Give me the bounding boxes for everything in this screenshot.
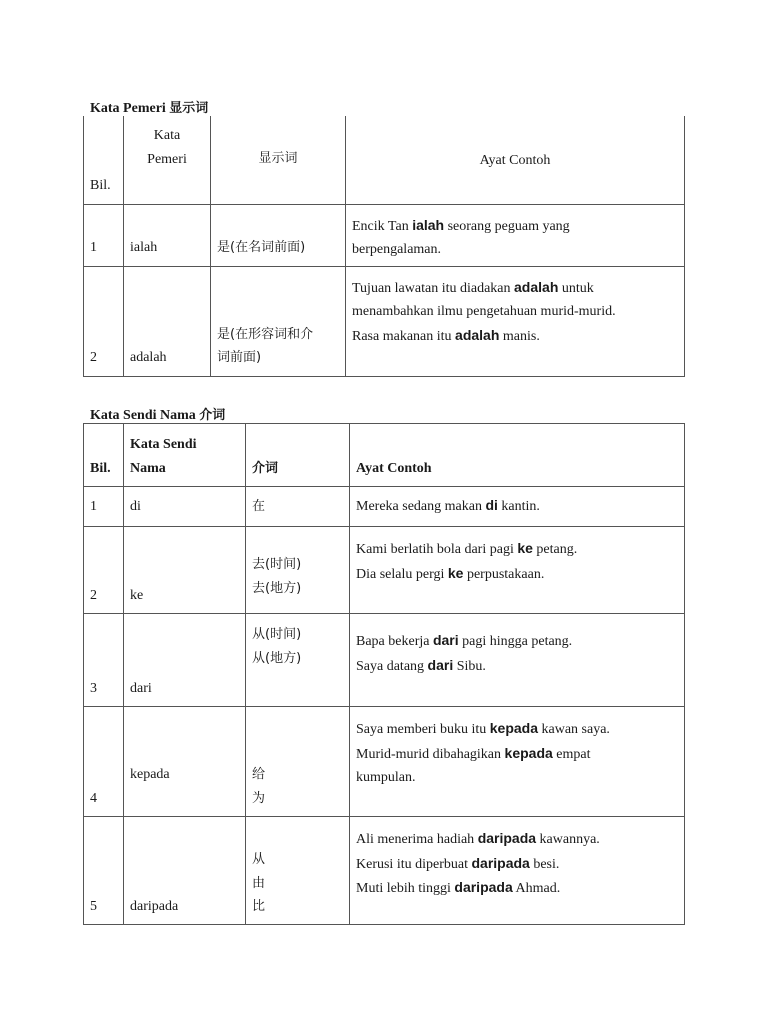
example-keyword: kepada [504,744,553,761]
chinese-meaning-line2: 由 [252,875,266,891]
cell-chinese [211,204,346,266]
row-number: 5 [90,898,97,914]
cell-bil [84,614,124,707]
chinese-meaning: 是(在名词前面) [217,240,306,255]
header-ayat-contoh [346,116,685,204]
example-line [356,537,678,562]
example-text: Encik Tan [352,218,413,234]
header-ayat-label: Ayat Contoh [479,153,551,168]
example-text: kawannya. [536,832,600,847]
cell-bil [84,266,124,376]
example-keyword: dari [432,632,459,648]
header-chinese-label: 显示词 [258,151,298,166]
row-number: 2 [90,587,97,603]
cell-bil [84,527,124,614]
example-text: Dia selalu pergi [356,566,448,582]
table-row [84,266,685,376]
header-bil-label: Bil. [90,178,111,193]
cell-chinese [246,707,350,817]
example-text: untuk [558,280,594,296]
cell-chinese [211,266,346,376]
table-kata-sendi-nama [83,423,685,925]
example-text: Kerusi itu diperbuat [356,856,472,872]
cell-bil [84,204,124,266]
section-title-sendi-chinese: 介词 [199,408,226,423]
header-kata-line1: Kata Sendi [130,437,197,452]
example-line: menambahkan ilmu pengetahuan murid-murid. [352,304,616,319]
example-text: empat [552,746,591,762]
example-text: Mereka sedang makan [356,499,486,515]
example-keyword: di [485,497,498,514]
cell-kata [124,266,211,376]
table-row [84,487,685,527]
row-number: 2 [90,350,97,365]
row-number: 1 [90,240,97,255]
example-keyword: kepada [489,720,539,736]
table-header-row [84,116,685,204]
example-text: kawan saya. [538,722,610,737]
cell-kata [124,817,246,925]
example-text: besi. [529,856,560,872]
chinese-meaning-line3: 比 [252,899,266,914]
example-line [356,562,678,587]
example-text: Murid-murid dibahagikan [356,746,505,762]
cell-kata [124,527,246,614]
example-keyword: adalah [455,326,500,343]
word-label: di [130,498,141,514]
cell-example [346,204,685,266]
header-kata-line2: Pemeri [147,151,187,167]
cell-chinese [246,614,350,707]
header-chinese [211,116,346,204]
chinese-meaning-line1: 去(时间) [252,557,302,572]
header-kata-line1: Kata [153,128,181,143]
header-chinese-label: 介词 [252,460,279,476]
header-bil-label: Bil. [90,460,111,476]
header-chinese [246,424,350,487]
word-label: adalah [130,350,167,365]
example-line [356,876,678,901]
cell-bil [84,707,124,817]
header-kata-sendi [124,424,246,487]
section-title-pemeri-malay: Kata Pemeri [90,101,166,116]
header-kata-pemeri [124,116,211,204]
example-keyword: ialah [412,216,445,233]
table-header-row [84,424,685,487]
example-text: manis. [499,328,540,344]
chinese-meaning-line2: 从(地方) [252,650,302,666]
table-row [84,817,685,925]
example-text: Saya memberi buku itu [356,722,490,737]
cell-kata [124,204,211,266]
row-number: 3 [90,680,97,696]
cell-chinese [246,527,350,614]
section-title-pemeri [90,97,208,117]
word-label: kepada [130,767,170,782]
table-row [84,707,685,817]
header-kata-line2: Nama [130,460,166,476]
cell-example [350,487,685,527]
example-text: pagi hingga petang. [458,634,573,649]
section-title-pemeri-chinese: 显示词 [169,101,209,116]
example-line [356,827,678,852]
example-text: Ahmad. [512,881,561,896]
example-text: Muti lebih tinggi [356,881,455,896]
example-text: perpustakaan. [463,566,545,582]
example-text: petang. [532,542,578,557]
example-line [356,654,678,679]
example-line [352,214,678,239]
word-label: dari [130,680,152,696]
cell-bil [84,487,124,527]
example-line [356,717,678,742]
table-kata-pemeri [83,116,685,377]
header-bil [84,424,124,487]
example-keyword: daripada [471,854,530,871]
example-keyword: dari [427,656,454,673]
row-number: 1 [90,498,97,514]
example-keyword: ke [517,540,533,556]
chinese-meaning-line2: 词前面) [217,350,262,365]
cell-chinese [246,487,350,527]
example-line [352,276,678,301]
table-row [84,527,685,614]
example-text: Rasa makanan itu [352,328,456,344]
cell-kata [124,707,246,817]
chinese-meaning-line1: 是(在形容词和介 [217,326,314,342]
example-line [356,852,678,877]
example-line: kumpulan. [356,770,416,785]
chinese-meaning-line2: 为 [252,790,266,806]
header-ayat-label: Ayat Contoh [356,460,432,476]
row-number: 4 [90,790,97,806]
header-ayat-contoh [350,424,685,487]
example-text: Tujuan lawatan itu diadakan [352,280,515,296]
word-label: ialah [130,240,158,255]
cell-example [350,614,685,707]
example-keyword: daripada [454,879,513,895]
chinese-meaning-line1: 从(时间) [252,627,302,642]
example-line [352,324,678,349]
example-text: Kami berlatih bola dari pagi [356,542,518,557]
example-text: seorang peguam yang [444,218,570,234]
example-text: Sibu. [453,658,486,674]
chinese-meaning-line1: 从 [252,852,266,867]
cell-example [350,707,685,817]
example-line: berpengalaman. [352,242,442,257]
example-text: Ali menerima hadiah [356,832,478,847]
cell-example [350,817,685,925]
example-text: kantin. [497,499,540,515]
section-title-sendi-malay: Kata Sendi Nama [90,408,196,423]
example-keyword: ke [447,564,464,581]
cell-kata [124,614,246,707]
example-line [356,742,678,767]
example-line [356,629,678,654]
table-row [84,614,685,707]
example-keyword: adalah [514,278,559,295]
header-bil [84,116,124,204]
cell-example [346,266,685,376]
word-label: daripada [130,898,179,914]
cell-chinese [246,817,350,925]
cell-bil [84,817,124,925]
chinese-meaning-line2: 去(地方) [252,580,302,596]
cell-example [350,527,685,614]
example-text: Bapa bekerja [356,634,433,649]
word-label: ke [130,587,144,603]
chinese-meaning: 在 [252,498,266,514]
chinese-meaning-line1: 给 [252,767,266,782]
cell-kata [124,487,246,527]
table-row [84,204,685,266]
section-title-sendi [90,404,225,424]
example-keyword: daripada [477,830,537,846]
example-text: Saya datang [356,658,428,674]
